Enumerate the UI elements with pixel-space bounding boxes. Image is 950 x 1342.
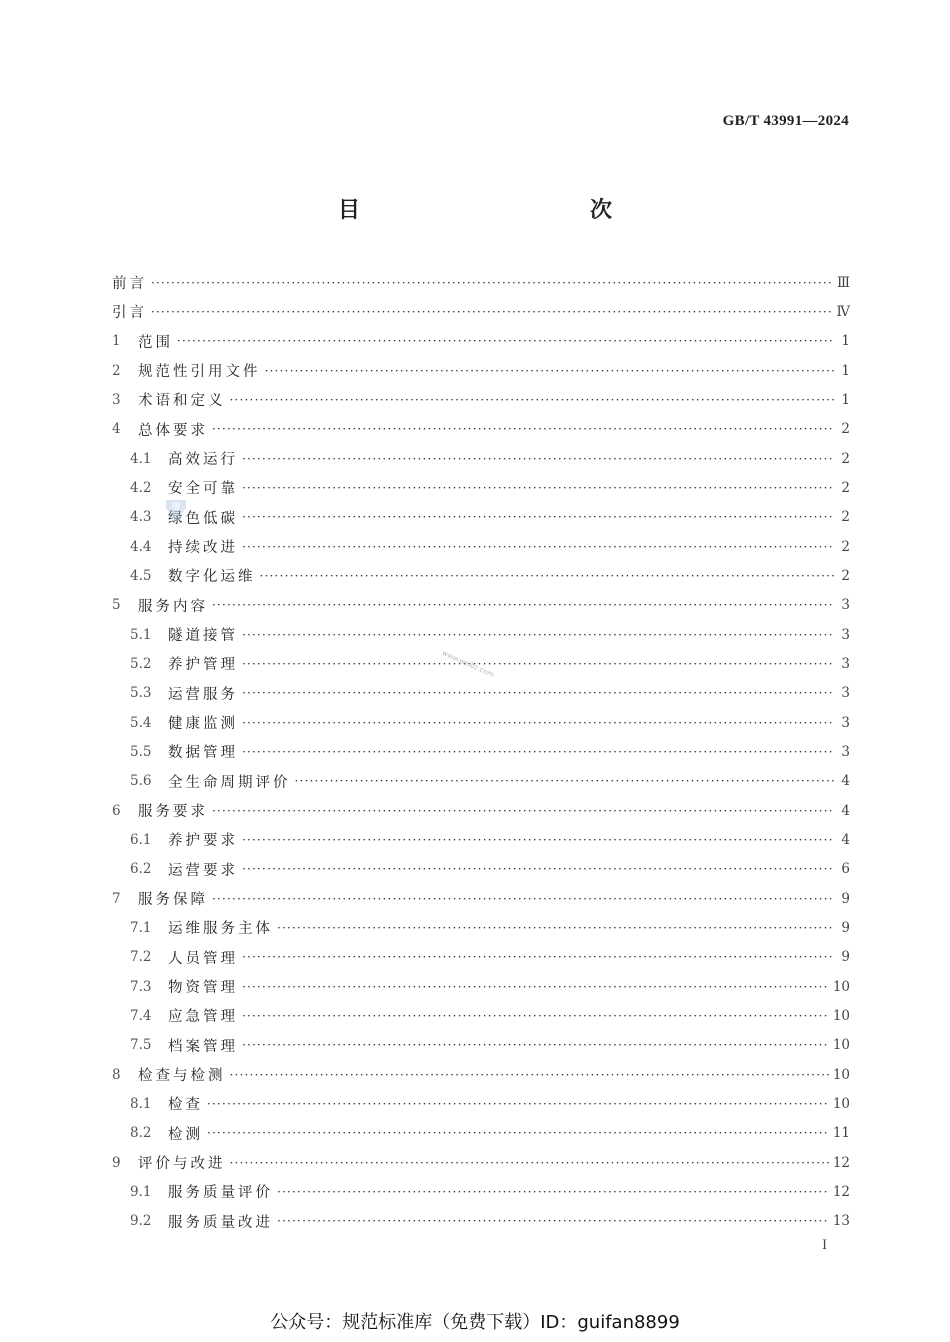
toc-entry-page: 10: [832, 1007, 850, 1024]
page-title: 目 次: [337, 197, 674, 223]
toc-leader-dots: [177, 334, 834, 348]
toc-entry-number: 9.2: [130, 1213, 152, 1230]
toc-entry[interactable]: [112, 561, 850, 590]
toc-entry[interactable]: [112, 503, 850, 532]
toc-entry-number: 4.2: [130, 479, 152, 496]
toc-entry-label: 服务质量评价: [168, 1185, 273, 1202]
toc-entry-label: 档案管理: [168, 1038, 238, 1055]
toc-entry-label: 全生命周期评价: [168, 774, 291, 791]
toc-leader-dots: [212, 598, 834, 612]
toc-entry-page: 10: [832, 1037, 850, 1054]
toc-entry[interactable]: [112, 884, 850, 913]
toc-leader-dots: [242, 980, 829, 994]
toc-entry-page: 10: [832, 1066, 850, 1083]
toc-entry-number: 7: [112, 890, 121, 907]
toc-entry-number: 7.2: [130, 949, 152, 966]
toc-entry-label: 运营服务: [168, 686, 238, 703]
toc-leader-dots: [242, 745, 834, 759]
page-number: I: [822, 1238, 828, 1253]
toc-entry-page: 13: [832, 1213, 850, 1230]
toc-entry-number: 4: [112, 421, 121, 438]
toc-entry-label: 检查: [168, 1097, 203, 1114]
toc-entry-number: 3: [112, 391, 121, 408]
toc-leader-dots: [212, 422, 834, 436]
toc-entry-label: 服务质量改进: [168, 1214, 273, 1231]
toc-entry-page: 4: [841, 831, 850, 848]
toc-entry[interactable]: [112, 1089, 850, 1118]
toc-entry-page: 4: [841, 773, 850, 790]
toc-entry[interactable]: [112, 444, 850, 473]
toc-entry-number: 7.5: [130, 1037, 152, 1054]
toc-entry[interactable]: [112, 679, 850, 708]
toc-entry-label: 前言: [112, 276, 147, 293]
toc-entry[interactable]: [112, 825, 850, 854]
toc-entry-page: 1: [841, 362, 850, 379]
toc-entry-number: 4.5: [130, 567, 152, 584]
toc-entry-number: 7.4: [130, 1007, 152, 1024]
toc-entry-number: 2: [112, 362, 121, 379]
toc-entry-label: 绿色低碳: [168, 510, 238, 527]
toc-entry-label: 检查与检测: [138, 1068, 226, 1085]
toc-entry[interactable]: [112, 591, 850, 620]
toc-entry-label: 总体要求: [138, 422, 208, 439]
toc-entry-page: 4: [841, 802, 850, 819]
toc-entry[interactable]: [112, 855, 850, 884]
toc-leader-dots: [277, 1185, 829, 1199]
toc-entry-number: 1: [112, 333, 121, 350]
toc-leader-dots: [230, 1068, 829, 1082]
toc-entry-label: 养护要求: [168, 833, 238, 850]
toc-entry-page: 12: [832, 1154, 850, 1171]
toc-entry-number: 6: [112, 802, 121, 819]
toc-entry-page: 2: [841, 450, 850, 467]
toc-entry[interactable]: [112, 297, 850, 326]
toc-entry-page: 10: [832, 978, 850, 995]
toc-entry-number: 5.5: [130, 743, 152, 760]
toc-leader-dots: [277, 921, 834, 935]
toc-leader-dots: [277, 1214, 829, 1228]
toc-entry[interactable]: [112, 415, 850, 444]
toc-entry-number: 5.4: [130, 714, 152, 731]
toc-entry[interactable]: [112, 1207, 850, 1236]
toc-entry-label: 检测: [168, 1126, 203, 1143]
toc-entry-number: 4.3: [130, 509, 152, 526]
toc-entry[interactable]: [112, 1119, 850, 1148]
standard-code: GB/T 43991—2024: [722, 113, 849, 129]
toc-entry[interactable]: [112, 473, 850, 502]
toc-entry[interactable]: [112, 943, 850, 972]
toc-leader-dots: [207, 1097, 829, 1111]
toc-leader-dots: [242, 628, 834, 642]
toc-entry[interactable]: [112, 1001, 850, 1030]
toc-entry-number: 8.1: [130, 1095, 152, 1112]
toc-entry[interactable]: [112, 737, 850, 766]
toc-entry-page: 3: [841, 743, 850, 760]
toc-leader-dots: [242, 950, 834, 964]
toc-entry-label: 高效运行: [168, 452, 238, 469]
toc-entry-number: 8: [112, 1066, 121, 1083]
toc-entry-page: 3: [841, 714, 850, 731]
toc-leader-dots: [207, 1126, 829, 1140]
toc-leader-dots: [230, 1156, 829, 1170]
toc-entry[interactable]: [112, 1031, 850, 1060]
toc-leader-dots: [242, 716, 834, 730]
toc-entry-number: 7.3: [130, 978, 152, 995]
toc-entry[interactable]: [112, 268, 850, 297]
watermark-logo: [162, 494, 190, 526]
toc-leader-dots: [230, 393, 835, 407]
toc-entry-number: 4.1: [130, 450, 152, 467]
toc-entry-page: 1: [841, 333, 850, 350]
toc-leader-dots: [242, 862, 834, 876]
toc-entry-page: 3: [841, 685, 850, 702]
toc-entry-label: 应急管理: [168, 1009, 238, 1026]
toc-entry-label: 物资管理: [168, 980, 238, 997]
toc-entry-page: Ⅲ: [836, 274, 850, 291]
toc-entry-page: 3: [841, 597, 850, 614]
toc-entry-label: 隧道接管: [168, 628, 238, 645]
toc-entry-number: 6.1: [130, 831, 152, 848]
toc-entry[interactable]: [112, 913, 850, 942]
toc-entry-page: Ⅳ: [836, 303, 850, 320]
toc-entry[interactable]: [112, 385, 850, 414]
toc-entry-label: 人员管理: [168, 950, 238, 967]
toc-entry[interactable]: [112, 620, 850, 649]
toc-entry-label: 数字化运维: [168, 569, 256, 586]
toc-entry-label: 服务保障: [138, 892, 208, 909]
toc-entry-number: 9.1: [130, 1183, 152, 1200]
toc-leader-dots: [212, 804, 834, 818]
footer-text: 公众号：规范标准库（免费下载）ID：guifan8899: [270, 1312, 680, 1333]
toc-leader-dots: [260, 569, 835, 583]
toc-entry-number: 5.1: [130, 626, 152, 643]
toc-entry[interactable]: [112, 356, 850, 385]
toc-entry-number: 8.2: [130, 1125, 152, 1142]
toc-entry-number: 5.6: [130, 773, 152, 790]
toc-entry-page: 2: [841, 509, 850, 526]
toc-entry-number: 5: [112, 597, 121, 614]
toc-leader-dots: [242, 540, 834, 554]
toc-leader-dots: [242, 510, 834, 524]
toc-entry-page: 2: [841, 421, 850, 438]
toc-entry-page: 1: [841, 391, 850, 408]
toc-entry-page: 2: [841, 567, 850, 584]
toc-leader-dots: [242, 686, 834, 700]
toc-entry-label: 服务内容: [138, 598, 208, 615]
toc-entry-page: 9: [841, 890, 850, 907]
toc-entry-page: 6: [841, 861, 850, 878]
table-of-contents: [112, 268, 850, 1236]
toc-leader-dots: [242, 452, 834, 466]
toc-leader-dots: [151, 305, 833, 319]
toc-entry-label: 规范性引用文件: [138, 364, 261, 381]
toc-leader-dots: [242, 657, 834, 671]
toc-entry-number: 9: [112, 1154, 121, 1171]
toc-leader-dots: [151, 276, 833, 290]
toc-entry[interactable]: [112, 1060, 850, 1089]
toc-entry-label: 安全可靠: [168, 481, 238, 498]
toc-entry-label: 数据管理: [168, 745, 238, 762]
toc-entry-number: 6.2: [130, 861, 152, 878]
toc-entry[interactable]: [112, 1148, 850, 1177]
toc-entry-number: 5.2: [130, 655, 152, 672]
toc-entry-page: 2: [841, 538, 850, 555]
toc-entry-label: 持续改进: [168, 540, 238, 557]
toc-entry[interactable]: [112, 767, 850, 796]
toc-entry[interactable]: [112, 532, 850, 561]
toc-leader-dots: [212, 892, 834, 906]
toc-entry-page: 3: [841, 655, 850, 672]
toc-leader-dots: [242, 833, 834, 847]
toc-leader-dots: [242, 481, 834, 495]
toc-entry-page: 11: [832, 1125, 850, 1142]
toc-entry-page: 2: [841, 479, 850, 496]
toc-leader-dots: [295, 774, 835, 788]
toc-entry-label: 运营要求: [168, 862, 238, 879]
toc-leader-dots: [242, 1038, 829, 1052]
toc-entry-number: 5.3: [130, 685, 152, 702]
toc-entry-number: 4.4: [130, 538, 152, 555]
watermark-text: www.weibz.com: [440, 648, 496, 680]
toc-entry-label: 运维服务主体: [168, 921, 273, 938]
toc-entry[interactable]: [112, 796, 850, 825]
toc-entry[interactable]: [112, 327, 850, 356]
toc-entry-label: 范围: [138, 334, 173, 351]
toc-entry-label: 引言: [112, 305, 147, 322]
toc-entry-page: 10: [832, 1095, 850, 1112]
toc-entry-number: 7.1: [130, 919, 152, 936]
toc-entry-label: 健康监测: [168, 716, 238, 733]
toc-entry-label: 术语和定义: [138, 393, 226, 410]
toc-entry-label: 养护管理: [168, 657, 238, 674]
toc-entry[interactable]: [112, 972, 850, 1001]
toc-leader-dots: [242, 1009, 829, 1023]
toc-entry-label: 评价与改进: [138, 1156, 226, 1172]
toc-entry-page: 3: [841, 626, 850, 643]
toc-entry-page: 9: [841, 919, 850, 936]
toc-entry-label: 服务要求: [138, 804, 208, 821]
toc-entry[interactable]: [112, 708, 850, 737]
toc-leader-dots: [265, 364, 835, 378]
toc-entry-page: 12: [832, 1183, 850, 1200]
toc-entry[interactable]: [112, 1177, 850, 1206]
toc-entry-page: 9: [841, 949, 850, 966]
